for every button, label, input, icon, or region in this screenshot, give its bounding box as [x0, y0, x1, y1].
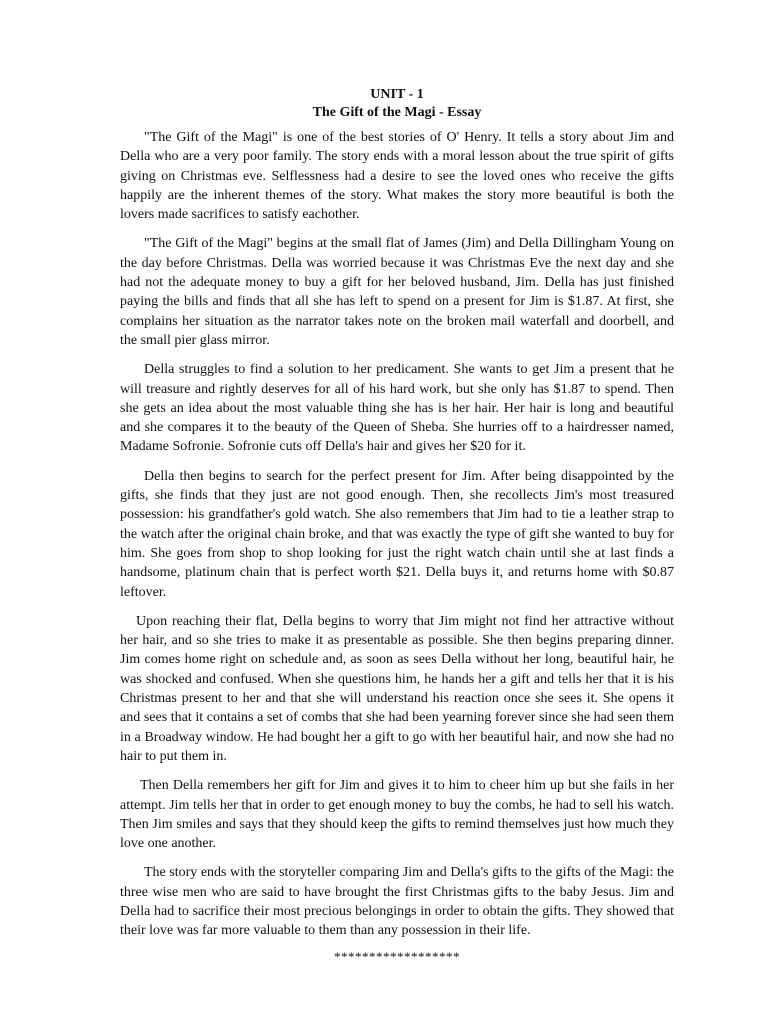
document-page	[120, 86, 674, 965]
paragraph-2: "The Gift of the Magi" begins at the small flat of James (Jim) and Della Dillingham Young on the day before Christmas. Della was worried because it was Christmas Eve the next day and she had not the adequate money to buy a gift for her beloved husband, Jim. Della has just finished paying the bills and finds that all she has left to spend on a present for Jim is $1.87. At first, she complains her situation as the narrator takes note on the broken mail waterfall and doorbell, and the small pier glass mirror.	[120, 236, 674, 348]
paragraph-3: Della struggles to find a solution to her predicament. She wants to get Jim a present that he will treasure and rightly deserves for all of his hard work, but she only has $1.87 to spend. Then she gets an idea about the most valuable thing she has is her hair. Her hair is long and beautiful and she compares it to the beauty of the Queen of Sheba. She hurries off to a hairdresser named, Madame Sofronie. Sofronie cuts off Della's hair and gives her $20 for it.	[120, 362, 674, 455]
unit-heading: UNIT - 1	[370, 87, 424, 102]
essay-title: The Gift of the Magi - Essay	[312, 105, 482, 120]
paragraph-4: Della then begins to search for the perfect present for Jim. After being disappointed by the gifts, she finds that they just are not good enough. Then, she recollects Jim's most treasured possession: his grandfather's gold watch. She also remembers that Jim had to tie a leather strap to the watch after the original chain broke, and that was exactly the type of gift she wanted to buy for him. She goes from shop to shop looking for just the right watch chain until she at last finds a handsome, platinum chain that is perfect worth $21. Della buys it, and returns home with $0.87 leftover.	[120, 468, 674, 600]
paragraph-5: Upon reaching their flat, Della begins to worry that Jim might not find her attractive without her hair, and so she tries to make it as presentable as possible. She then begins preparing dinner. Jim comes home right on schedule and, as soon as sees Della without her long, beautiful hair, he was shocked and confused. When she questions him, he hands her a gift and tells her that it is his Christmas present to her and that she will understand his reaction once she sees it. She opens it and sees that it contains a set of combs that she had been yearning forever since she had seen them in a Broadway window. He had bought her a gift to go with her beautiful hair, and now she had no hair to put them in.	[120, 613, 674, 764]
paragraph-1: "The Gift of the Magi" is one of the best stories of O' Henry. It tells a story about Jim and Della who are a very poor family. The story ends with a moral lesson about the true spirit of gifts giving on Christmas eve. Selflessness had a desire to see the loved ones who receive the gifts happily are the inherent themes of the story. What makes the story more beautiful is both the lovers made sacrifices to satisfy eachother.	[120, 130, 674, 223]
paragraph-6: Then Della remembers her gift for Jim and gives it to him to cheer him up but she fails in her attempt. Jim tells her that in order to get enough money to buy the combs, he had to sell his watch. Then Jim smiles and says that they should keep the gifts to remind themselves just how much they love one another.	[120, 778, 674, 852]
paragraph-7: The story ends with the storyteller comparing Jim and Della's gifts to the gifts of the Magi: the three wise men who are said to have brought the first Christmas gifts to the baby Jesus. Jim and Della had to sacrifice their most precious belongings in order to obtain the gifts. They showed that their love was far more valuable to them than any possession in their life.	[120, 865, 674, 939]
end-marker: ******************	[334, 948, 460, 964]
